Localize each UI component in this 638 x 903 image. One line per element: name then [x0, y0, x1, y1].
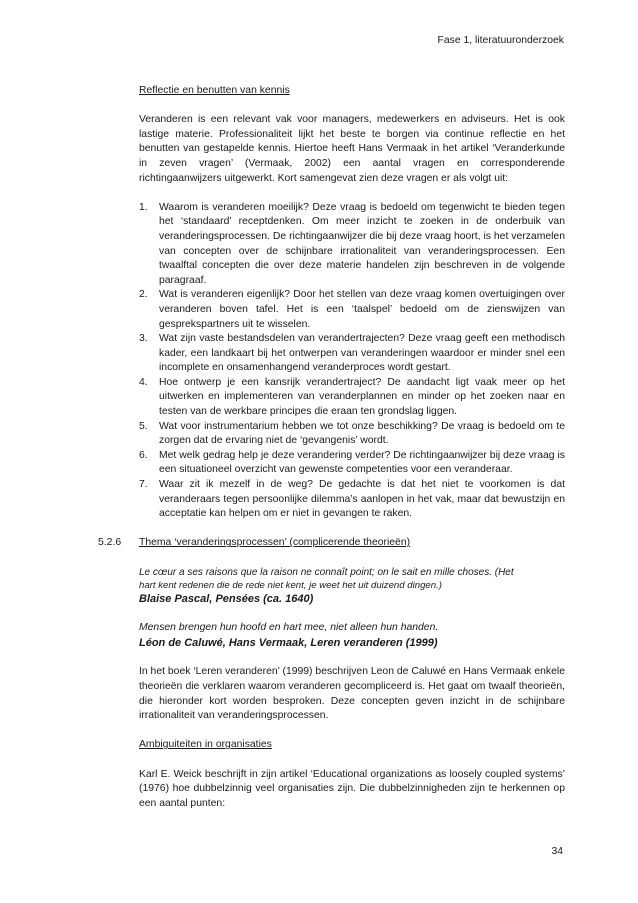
section-title: Thema ‘veranderingsprocessen’ (complicerende theorieën)	[139, 537, 411, 549]
caluwe-quote: Mensen brengen hun hoofd en hart mee, niet alleen hun handen.	[139, 622, 439, 634]
questions-list	[139, 201, 565, 522]
section-heading	[98, 536, 565, 551]
list-item: 6. Met welk gedrag help je deze verandering verder? De richtingaanwijzer bij deze vraag is een situationeel overzicht van gewenste competenties voor een veranderaar.	[139, 449, 565, 476]
list-item: 7. Waar zit ik mezelf in de weg? De gedachte is dat het niet te voorkomen is dat veranderaars tegen persoonlijke dilemma’s aanlopen in het vak, maar dat bewustzijn en acceptatie kan helpen om er niet in gevangen te raken.	[139, 479, 565, 520]
reflectie-paragraph: Veranderen is een relevant vak voor managers, medewerkers en adviseurs. Het is ook lastige materie. Professionaliteit lijkt het beste te borgen via continue reflectie en het benutten van gestapelde kennis. Hiertoe heeft Hans Vermaak in het artikel ‘Veranderkunde in zeven vragen’ (Vermaak, 2002) een aantal vragen en corresponderende richtingaanwijzers uitgewerkt. Kort samengevat zien deze vragen er als volgt uit:	[139, 114, 565, 184]
page-content	[98, 84, 565, 811]
running-header: Fase 1, literatuuronderzoek	[437, 35, 564, 46]
boek-paragraph: In het boek ‘Leren veranderen’ (1999) beschrijven Leon de Caluwé en Hans Vermaak enkele theorieën die verklaren waarom veranderen gecompliceerd is. Het gaat om twaalf theorieën, die hieronder kort worden besproken. Deze concepten geven inzicht in de schijnbare irrationaliteit van veranderingsprocessen.	[139, 666, 565, 722]
list-item: 2. Wat is veranderen eigenlijk? Door het stellen van deze vraag komen overtuigingen over veranderen boven tafel. Het is een ‘taalspel’ bedoeld om de zienswijzen van gesprekspartners uit te wisselen.	[139, 289, 565, 330]
pascal-quote-dutch: hart kent redenen die de rede niet kent, je weet het uit duizend dingen.)	[139, 579, 442, 591]
ambiguiteit-heading: Ambiguiteiten in organisaties	[139, 739, 272, 751]
list-item: 3. Wat zijn vaste bestandsdelen van verandertrajecten? Deze vraag geeft een methodisch kader, een landkaart bij het ontwerpen van veranderingen waardoor er minder snel een incomplete en onsamenhangend veranderproces wordt gestart.	[139, 333, 565, 374]
section-number: 5.2.6	[98, 537, 122, 549]
list-item: 1. Waarom is veranderen moeilijk? Deze vraag is bedoeld om tegenwicht te bieden tegen het ‘standaard’ receptdenken. Om meer inzicht te zoeken in de onderbuik van veranderingsprocessen. De richtingaanwijzer die bij deze vraag hoort, is het verzamelen van concepten over de schijnbare irrationaliteit van veranderingsprocessen. Een twaalftal concepten die over deze materie handelen zijn beschreven in de volgende paragraaf.	[139, 201, 565, 286]
pascal-attribution: Blaise Pascal, Pensées (ca. 1640)	[139, 592, 314, 605]
list-item: 4. Hoe ontwerp je een kansrijk verandertraject? De aandacht ligt vaak meer op het uitwerken en implementeren van veranderplannen en minder op het zoeken naar en testen van de werkbare principes die eraan ten grondslag liggen.	[139, 376, 565, 418]
pascal-quote-french: Le cœur a ses raisons que la raison ne connaît point; on le sait en mille choses. (Het	[139, 566, 514, 578]
caluwe-attribution: Léon de Caluwé, Hans Vermaak, Leren veranderen (1999)	[139, 636, 438, 649]
list-item: 5. Wat voor instrumentarium hebben we tot onze beschikking? De vraag is bedoeld om te zorgen dat de ervaring niet de ‘gevangenis’ wordt.	[139, 420, 565, 447]
page-number: 34	[551, 846, 563, 857]
ambiguiteit-paragraph: Karl E. Weick beschrijft in zijn artikel ‘Educational organizations as loosely coupled systems’ (1976) hoe dubbelzinnig veel organisaties zijn. Die dubbelzinnigheden zijn te herkennen op een aantal punten:	[139, 768, 565, 809]
reflectie-heading: Reflectie en benutten van kennis	[139, 85, 290, 96]
